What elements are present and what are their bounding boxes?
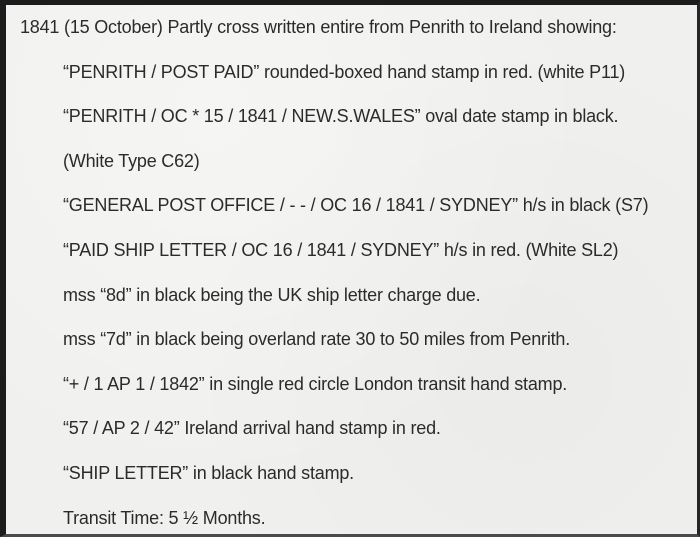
document-line-penrith-post-paid: “PENRITH / POST PAID” rounded-boxed hand stamp in red. (white P11) [63,61,626,82]
document-line-mss-7d: mss “7d” in black being overland rate 30 to 50 miles from Penrith. [63,329,571,350]
document-line-penrith-oval-date: “PENRITH / OC * 15 / 1841 / NEW.S.WALES” oval date stamp in black. [63,106,619,127]
document-line-ship-letter: “SHIP LETTER” in black hand stamp. [63,462,354,483]
document-line-general-post-office: “GENERAL POST OFFICE / - - / OC 16 / 1841 / SYDNEY” h/s in black (S7) [63,195,649,216]
document-line-paid-ship-letter: “PAID SHIP LETTER / OC 16 / 1841 / SYDNEY” h/s in red. (White SL2) [63,239,619,260]
document-line-london-transit: “+ / 1 AP 1 / 1842” in single red circle London transit hand stamp. [63,373,568,394]
document-line-white-type: (White Type C62) [63,150,200,171]
document-line-transit-time: Transit Time: 5 ½ Months. [63,507,266,528]
document-line-ireland-arrival: “57 / AP 2 / 42” Ireland arrival hand stamp in red. [63,418,441,439]
document-title-line: 1841 (15 October) Partly cross written entire from Penrith to Ireland showing: [20,17,617,37]
document-line-mss-8d: mss “8d” in black being the UK ship letter charge due. [63,284,481,305]
document-body [6,5,697,537]
